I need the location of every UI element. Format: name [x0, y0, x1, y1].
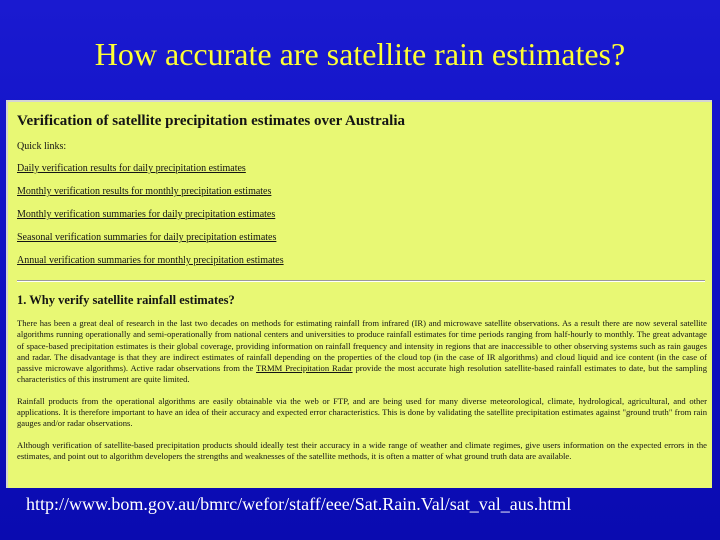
paragraph-research-text: There has been a great deal of research in the last two decades on methods for estimating rainfall from infrared (IR) and microwave satellite observations. As a result there are now several satellite algorithms running operationally and semi-operationally from national centers and universities to produce rainfall estimates for time periods ranging from half-hourly to monthly. The great advantage of space-based precipitation estimates is their global coverage, providing information on rainfall frequency and intensity in regions that are inaccessible to other observing systems such as rain gauges and radar. The disadvantage is that they are indirect estimates of rainfall depending on the properties of the cloud top (in the case of IR algorithms) and cloud liquid and ice content (in the case of passive microwave algorithms). Active radar observations from the [17, 318, 707, 374]
url-caption: http://www.bom.gov.au/bmrc/wefor/staff/eee/Sat.Rain.Val/sat_val_aus.html [26, 494, 572, 514]
link-trmm-precipitation-radar[interactable]: TRMM Precipitation Radar [256, 363, 353, 374]
quick-link-seasonal-summaries [17, 231, 709, 254]
paragraph-verification: Although verification of satellite-based precipitation products should ideally test their accuracy in a wide range of weather and climate regimes, give users information on the expected errors in the estimates, and point out to algorithm developers the strengths and weaknesses of the satellite methods, it is often a matter of what ground truth data are available. [17, 439, 707, 461]
page-heading: Verification of satellite precipitation estimates over Australia [17, 113, 405, 129]
link-monthly-summaries[interactable]: Monthly verification summaries for daily precipitation estimates [17, 209, 276, 220]
paragraph-rainfall-products: Rainfall products from the operational algorithms are easily obtainable via the web or FTP, and are being used for many diverse meteorological, climate, hydrological, agricultural, and other applications. It is therefore important to have an idea of their accuracy and expected error characteristics. This is done by validating the satellite precipitation estimates against "ground truth" from rain gauges and/or radar observations. [17, 395, 707, 429]
quick-link-monthly-verification [17, 185, 709, 208]
link-monthly-verification[interactable]: Monthly verification results for monthly precipitation estimates [17, 186, 272, 197]
link-seasonal-summaries[interactable]: Seasonal verification summaries for daily precipitation estimates [17, 232, 277, 243]
quick-link-daily-verification [17, 162, 709, 185]
quick-links-label: Quick links: [17, 141, 67, 152]
webpage-content [17, 111, 709, 472]
webpage-screenshot [6, 100, 712, 488]
quick-link-monthly-summaries [17, 208, 709, 231]
quick-link-annual-summaries [17, 254, 709, 277]
slide-title: How accurate are satellite rain estimates? [94, 36, 626, 72]
paragraph-research-text-end: provide the most accurate high resolution satellite-based rainfall estimates to date, but the sampling characteristics of this instrument are quite limited. [17, 363, 708, 385]
horizontal-divider [17, 280, 705, 282]
section-heading: 1. Why verify satellite rainfall estimates? [17, 293, 235, 307]
link-annual-summaries[interactable]: Annual verification summaries for monthly precipitation estimates [17, 255, 284, 266]
link-daily-verification[interactable]: Daily verification results for daily precipitation estimates [17, 163, 246, 174]
paragraph-research [17, 318, 707, 386]
